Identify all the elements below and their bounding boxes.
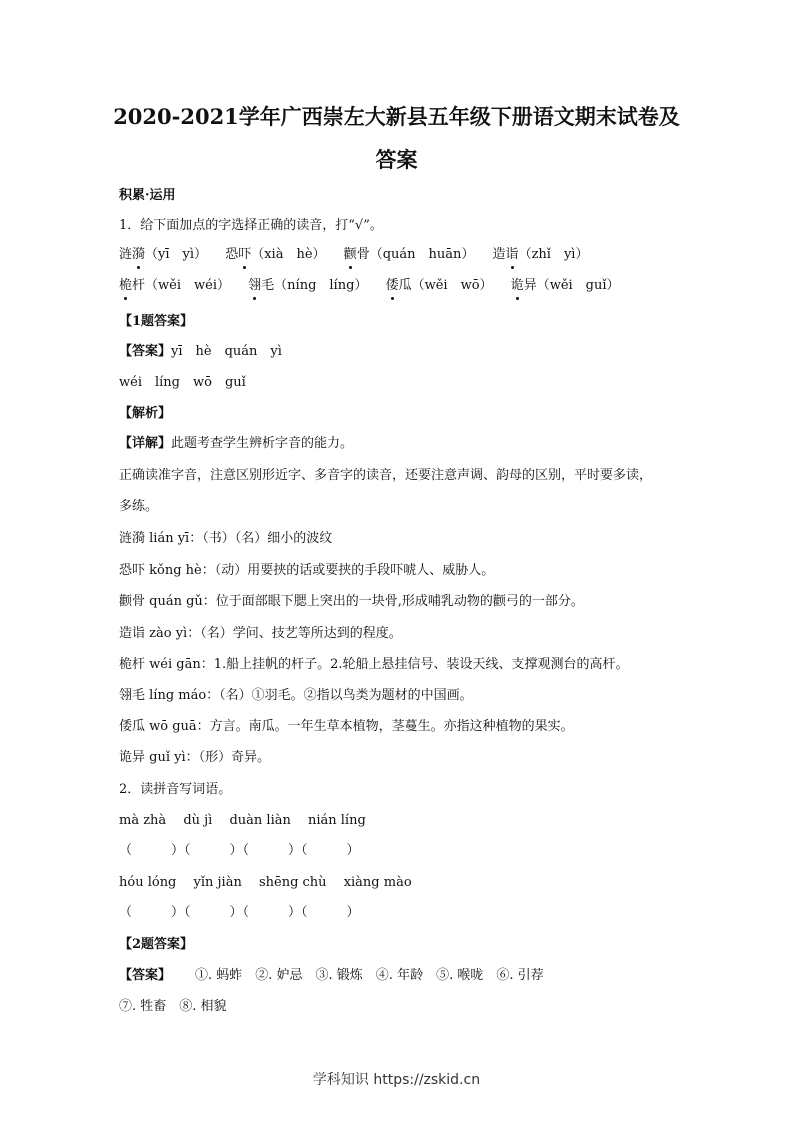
- note-line: 倭瓜 wō guā：方言。南瓜。一年生草本植物，茎蔓生。亦指这种植物的果实。: [119, 719, 574, 734]
- answer-heading-1: 【1题答案】: [119, 314, 194, 329]
- note-line: 颧骨 quán gǔ：位于面部眼下腮上突出的一块骨,形成哺乳动物的颧弓的一部分。: [119, 594, 584, 609]
- blank-row-1: （ ）（ ）（ ）（ ）: [119, 843, 360, 858]
- answer-heading-2: 【2题答案】: [119, 937, 194, 952]
- footer-watermark[interactable]: 学科知识 https://zskid.cn: [312, 1072, 481, 1088]
- option-item: 诡异（wěi guǐ）: [511, 278, 620, 293]
- analysis-paragraph-cont: 多练。: [119, 499, 159, 514]
- answer-1-line2: wéi líng wō guǐ: [119, 375, 246, 390]
- question-1-stem: 1．给下面加点的字选择正确的读音，打“√”。: [119, 218, 383, 233]
- option-item: 造诣（zhǐ yì）: [493, 247, 589, 262]
- pinyin-row-1: mà zhà dù jì duàn liàn nián líng: [119, 813, 366, 828]
- detail-line: 【详解】此题考查学生辨析字音的能力。: [119, 436, 354, 451]
- analysis-paragraph: 正确读准字音，注意区别形近字、多音字的读音，还要注意声调、韵母的区别，平时要多读，: [119, 468, 653, 483]
- analysis-heading: 【解析】: [119, 406, 172, 421]
- answer-2-line1: 【答案】 ①. 蚂蚱 ②. 妒忌 ③. 锻炼 ④. 年龄 ⑤. 喉咙 ⑥. 引荐: [119, 968, 544, 983]
- page-title-line1: 2020-2021学年广西崇左大新县五年级下册语文期末试卷及: [113, 104, 680, 129]
- answer-1-line1: 【答案】yī hè quán yì: [119, 344, 282, 359]
- note-line: 翎毛 líng máo：（名）①羽毛。②指以鸟类为题材的中国画。: [119, 688, 473, 703]
- blank-row-2: （ ）（ ）（ ）（ ）: [119, 905, 360, 920]
- note-line: 造诣 zào yì：（名）学问、技艺等所达到的程度。: [119, 626, 402, 641]
- option-item: 颧骨（quán huān）: [344, 247, 475, 262]
- question-1-row2: [119, 276, 679, 296]
- note-line: 桅杆 wéi gān：1.船上挂帆的杆子。2.轮船上悬挂信号、装设天线、支撑观测台的高杆。: [119, 657, 629, 672]
- note-line: 涟漪 lián yī：（书）（名）细小的波纹: [119, 531, 333, 546]
- question-1-row1: [119, 245, 679, 265]
- section-heading: 积累·运用: [119, 188, 176, 203]
- option-item: 翎毛（níng líng）: [248, 278, 367, 293]
- note-line: 诡异 guǐ yì：（形）奇异。: [119, 750, 271, 765]
- option-item: 桅杆（wěi wéi）: [119, 278, 230, 293]
- question-2-stem: 2．读拼音写词语。: [119, 782, 232, 797]
- note-line: 恐吓 kǒng hè：（动）用要挟的话或要挟的手段吓唬人、威胁人。: [119, 563, 495, 578]
- option-item: 恐吓（xià hè）: [225, 247, 325, 262]
- pinyin-row-2: hóu lóng yǐn jiàn shēng chù xiàng mào: [119, 875, 412, 890]
- answer-2-line2: ⑦. 牲畜 ⑧. 相貌: [119, 999, 227, 1014]
- option-item: 倭瓜（wěi wō）: [386, 278, 493, 293]
- option-item: 涟漪（yī yì）: [119, 247, 207, 262]
- page-title-line2: 答案: [375, 147, 418, 172]
